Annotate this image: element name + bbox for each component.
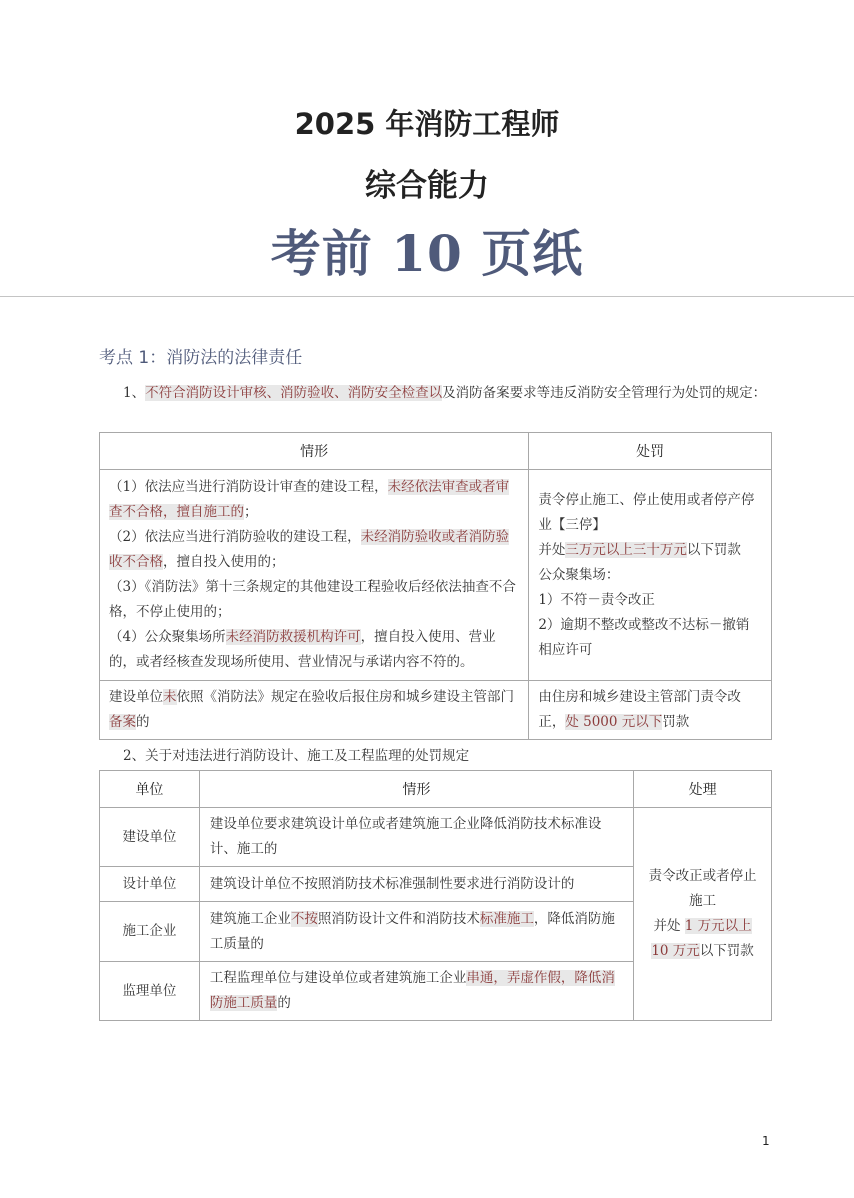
doc-title-year: 2025 年消防工程师 bbox=[294, 107, 560, 141]
section-heading: 考点 1：消防法的法律责任 bbox=[99, 348, 303, 368]
situation-cell: 建设单位要求建筑设计单位或者建筑施工企业降低消防技术标准设计、施工的 bbox=[199, 808, 633, 867]
situation-item-1: （1）依法应当进行消防设计审查的建设工程，未经依法审查或者审查不合格，擅自施工的； bbox=[109, 479, 510, 520]
situation-cell bbox=[100, 470, 529, 681]
column-header-handling: 处理 bbox=[634, 771, 772, 808]
unit-cell: 建设单位 bbox=[100, 808, 200, 867]
para1-suffix: 及消防备案要求等违反消防安全管理行为处罚的规定： bbox=[442, 385, 767, 401]
penalty-line-5: 2）逾期不整改或整改不达标－撤销相应许可 bbox=[538, 616, 750, 658]
table-row bbox=[100, 808, 772, 867]
unit-cell: 设计单位 bbox=[100, 867, 200, 902]
unit-cell: 施工企业 bbox=[100, 902, 200, 962]
table-header-row bbox=[100, 433, 772, 470]
situation-cell: 建设单位未依照《消防法》规定在验收后报住房和城乡建设主管部门备案的 bbox=[100, 681, 529, 740]
situation-cell: 工程监理单位与建设单位或者建筑施工企业串通，弄虚作假，降低消防施工质量的 bbox=[199, 962, 633, 1021]
penalty-line-1: 责令停止施工、停止使用或者停产停业【三停】 bbox=[538, 491, 755, 533]
penalty-line-4: 1）不符－责令改正 bbox=[538, 591, 655, 608]
penalty-table-2 bbox=[99, 770, 772, 1021]
column-header-unit: 单位 bbox=[100, 771, 200, 808]
unit-cell: 监理单位 bbox=[100, 962, 200, 1021]
para1-prefix: 1、 bbox=[123, 385, 146, 401]
handling-line-2: 并处 1 万元以上 10 万元以下罚款 bbox=[651, 918, 754, 959]
situation-item-3: （3）《消防法》第十三条规定的其他建设工程验收后经依法抽查不合格，不停止使用的； bbox=[109, 579, 516, 620]
penalty-line-2: 并处三万元以上三十万元以下罚款 bbox=[538, 541, 741, 558]
situation-item-4: （4）公众聚集场所未经消防救援机构许可，擅自投入使用、营业的，或者经核查发现场所使用、营业情况与承诺内容不符的。 bbox=[109, 629, 496, 670]
page-number: 1 bbox=[762, 1134, 770, 1148]
table-row bbox=[100, 470, 772, 681]
penalty-table-1 bbox=[99, 432, 772, 740]
doc-title-subject: 综合能力 bbox=[365, 168, 489, 204]
penalty-line-3: 公众聚集场： bbox=[538, 566, 620, 583]
header-divider bbox=[0, 296, 854, 297]
paragraph-2: 2、关于对违法进行消防设计、施工及工程监理的处罚规定 bbox=[123, 748, 470, 764]
highlight-text: 不符合消防设计审核、消防验收、消防安全检查以 bbox=[145, 385, 443, 401]
penalty-cell bbox=[529, 470, 772, 681]
column-header-penalty: 处罚 bbox=[529, 433, 772, 470]
column-header-situation: 情形 bbox=[199, 771, 633, 808]
table-row bbox=[100, 681, 772, 740]
situation-cell: 建筑设计单位不按照消防技术标准强制性要求进行消防设计的 bbox=[199, 867, 633, 902]
paragraph-1 bbox=[99, 380, 773, 406]
doc-title-main: 考前 10 页纸 bbox=[270, 224, 584, 283]
penalty-cell: 由住房和城乡建设主管部门责令改正，处 5000 元以下罚款 bbox=[529, 681, 772, 740]
column-header-situation: 情形 bbox=[100, 433, 529, 470]
table-header-row bbox=[100, 771, 772, 808]
situation-cell: 建筑施工企业不按照消防设计文件和消防技术标准施工，降低消防施工质量的 bbox=[199, 902, 633, 962]
handling-cell bbox=[634, 808, 772, 1021]
situation-item-2: （2）依法应当进行消防验收的建设工程，未经消防验收或者消防验收不合格，擅自投入使用的； bbox=[109, 529, 510, 570]
handling-line-1: 责令改正或者停止施工 bbox=[648, 868, 757, 909]
